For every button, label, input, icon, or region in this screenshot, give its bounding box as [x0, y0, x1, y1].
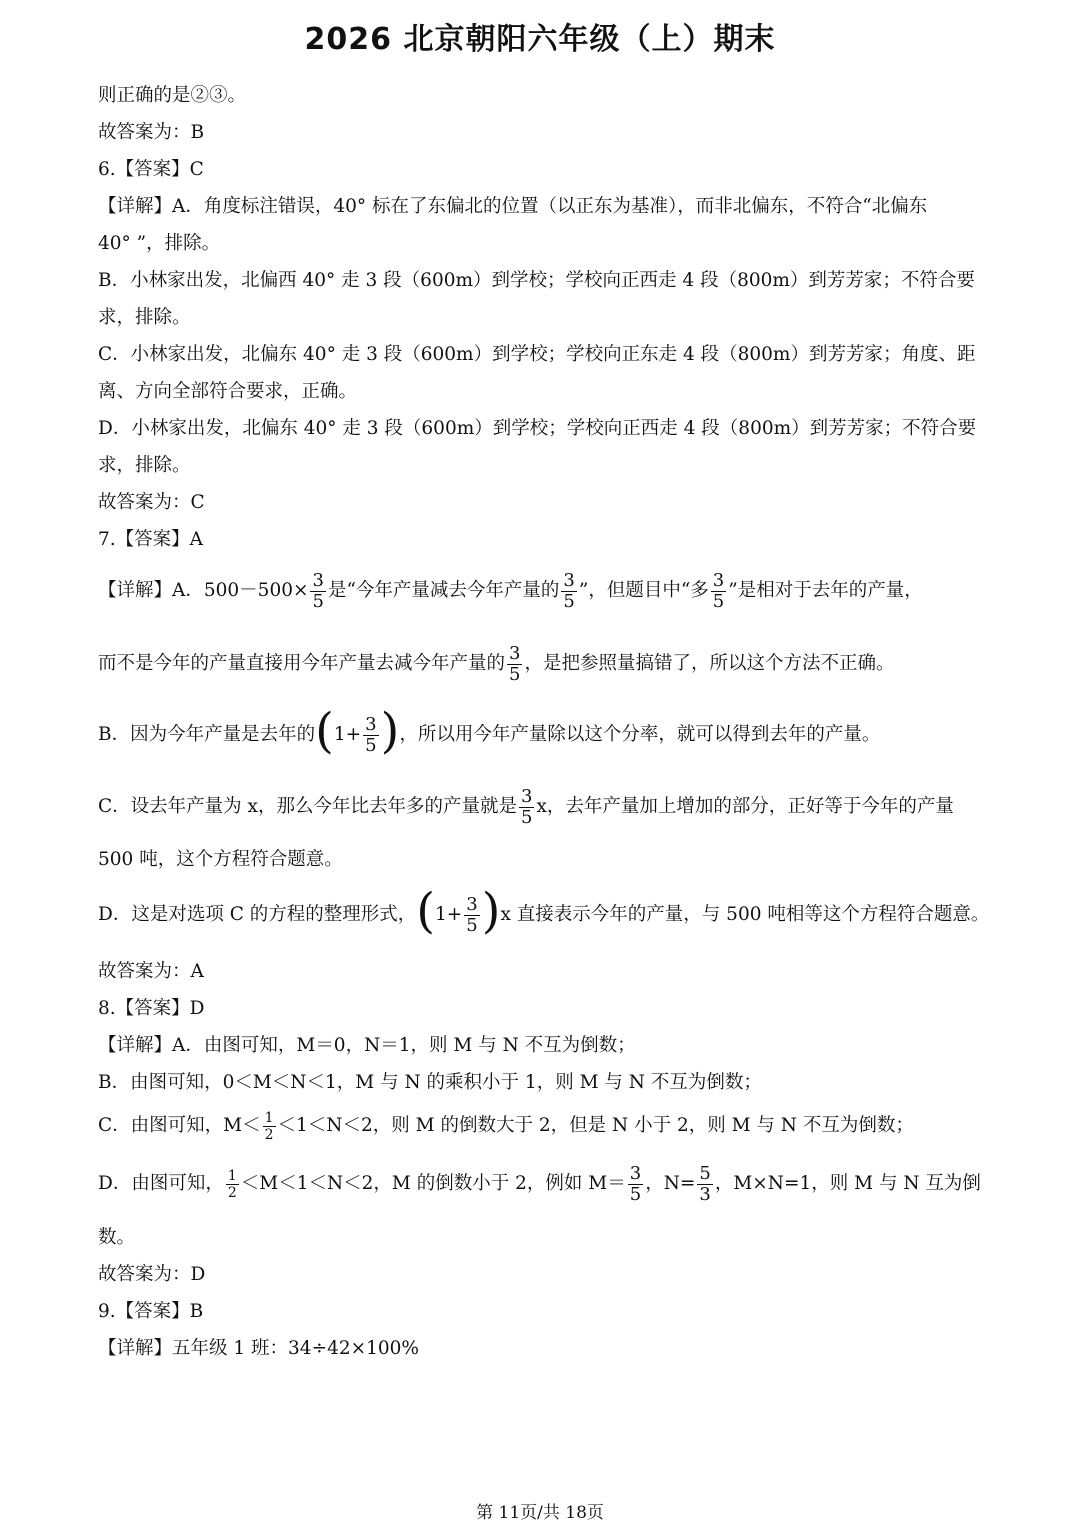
fraction	[507, 644, 522, 685]
text-line: C．小林家出发，北偏东 40° 走 3 段（600m）到学校；学校向正东走 4 段（800m）到芳芳家；角度、距	[98, 344, 976, 365]
right-paren: )	[380, 703, 400, 759]
fraction-numerator: 1	[227, 1167, 237, 1184]
fraction-denominator: 5	[365, 734, 377, 756]
fraction-denominator: 5	[563, 590, 575, 612]
fraction	[519, 787, 534, 828]
text-line	[98, 883, 990, 940]
text-segment: D．由图可知，	[98, 1173, 224, 1194]
fraction	[711, 571, 726, 612]
text-line: 求，排除。	[98, 307, 191, 328]
page-title: 2026 北京朝阳六年级（上）期末	[304, 22, 776, 57]
fraction-denominator: 2	[227, 1184, 237, 1201]
text-segment: ”，但题目中“多	[578, 580, 709, 601]
fraction	[263, 1110, 276, 1143]
fraction	[697, 1164, 712, 1205]
fraction-numerator: 1	[264, 1109, 274, 1126]
text-line: 故答案为：A	[98, 961, 204, 982]
text-line	[98, 703, 881, 760]
fraction-denominator: 3	[699, 1183, 711, 1205]
fraction-denominator: 2	[264, 1126, 274, 1143]
fraction-numerator: 3	[629, 1162, 642, 1184]
plus-sign: +	[446, 904, 463, 925]
text-line: B．由图可知，0＜M＜N＜1，M 与 N 的乘积小于 1，则 M 与 N 不互为倒数；	[98, 1072, 762, 1093]
text-line: B．小林家出发，北偏西 40° 走 3 段（600m）到学校；学校向正西走 4 段（800m）到芳芳家；不符合要	[98, 270, 975, 291]
right-paren: )	[481, 883, 501, 939]
fraction-denominator: 5	[466, 914, 478, 936]
text-segment: ＜1＜N＜2，则 M 的倒数大于 2，但是 N 小于 2，则 M 与 N 不互为倒数；	[277, 1115, 914, 1136]
fraction-denominator: 5	[712, 590, 725, 612]
fraction	[310, 571, 325, 612]
text-line: 求，排除。	[98, 455, 191, 476]
fraction-numerator: 3	[520, 785, 533, 807]
text-segment: C．由图可知，M＜	[98, 1115, 261, 1136]
question-6-answer: 6.【答案】C	[98, 159, 204, 180]
fraction-denominator: 5	[520, 806, 533, 828]
text-segment: 【详解】A．500－500×	[98, 580, 309, 601]
text-segment: ”是相对于去年的产量，	[728, 580, 923, 601]
fraction-numerator: 3	[466, 893, 478, 915]
text-segment: ，所以用今年产量除以这个分率，就可以得到去年的产量。	[399, 724, 881, 745]
text-line: 离、方向全部符合要求，正确。	[98, 381, 358, 402]
fraction-numerator: 3	[712, 569, 725, 591]
text-line: 40° ”，排除。	[98, 233, 221, 254]
question-9-answer: 9.【答案】B	[98, 1301, 204, 1322]
text-line	[98, 1108, 914, 1144]
question-7-answer: 7.【答案】A	[98, 529, 204, 550]
text-line	[98, 570, 923, 612]
text-segment: C．设去年产量为 x，那么今年比去年多的产量就是	[98, 796, 517, 817]
text-line: 【详解】A．角度标注错误，40° 标在了东偏北的位置（以正东为基准），而非北偏东，不符合“北偏东	[98, 196, 928, 217]
text-segment: x，去年产量加上增加的部分，正好等于今年的产量	[536, 796, 954, 817]
left-paren: (	[315, 703, 334, 759]
page-number: 第 11页/共 18页	[476, 1503, 604, 1523]
question-8-answer: 8.【答案】D	[98, 998, 205, 1019]
text-line: 数。	[98, 1227, 136, 1248]
text-line: 故答案为：C	[98, 492, 205, 513]
text-segment: ，是把参照量搞错了，所以这个方法不正确。	[524, 653, 895, 674]
fraction	[226, 1168, 239, 1201]
math-one: 1	[435, 904, 447, 925]
fraction	[628, 1164, 643, 1205]
text-line: 【详解】五年级 1 班：34÷42×100%	[98, 1338, 420, 1359]
text-segment: B．因为今年产量是去年的	[98, 724, 316, 745]
text-segment: ，N=	[645, 1173, 696, 1194]
left-paren: (	[416, 883, 435, 939]
fraction	[561, 571, 576, 612]
text-line: 则正确的是②③。	[98, 85, 247, 106]
text-segment: D．这是对选项 C 的方程的整理形式，	[98, 904, 417, 925]
fraction	[363, 715, 378, 756]
fraction-denominator: 5	[509, 663, 521, 685]
plus-sign: +	[345, 724, 362, 745]
text-line: 【详解】A．由图可知，M＝0，N＝1，则 M 与 N 不互为倒数；	[98, 1035, 636, 1056]
text-segment: ＜M＜1＜N＜2，M 的倒数小于 2，例如 M＝	[240, 1173, 626, 1194]
text-segment: x 直接表示今年的产量，与 500 吨相等这个方程符合题意。	[500, 904, 990, 925]
fraction	[464, 895, 479, 936]
fraction-numerator: 5	[699, 1162, 711, 1184]
text-line: 故答案为：D	[98, 1264, 206, 1285]
text-line	[98, 643, 894, 685]
fraction-numerator: 3	[509, 642, 521, 664]
fraction-numerator: 3	[563, 569, 575, 591]
text-line	[98, 786, 954, 828]
math-one: 1	[333, 724, 346, 745]
fraction-denominator: 5	[629, 1183, 642, 1205]
text-line: 500 吨，这个方程符合题意。	[98, 849, 343, 870]
fraction-numerator: 3	[365, 713, 377, 735]
text-segment: 是“今年产量减去今年产量的	[327, 580, 560, 601]
fraction-numerator: 3	[312, 569, 324, 591]
text-segment: ，M×N=1，则 M 与 N 互为倒	[714, 1173, 981, 1194]
text-line: D．小林家出发，北偏东 40° 走 3 段（600m）到学校；学校向正西走 4 段（800m）到芳芳家；不符合要	[98, 418, 977, 439]
text-line	[98, 1163, 981, 1205]
text-segment: 而不是今年的产量直接用今年产量去减今年产量的	[98, 653, 506, 674]
text-line: 故答案为：B	[98, 122, 205, 143]
fraction-denominator: 5	[312, 590, 324, 612]
